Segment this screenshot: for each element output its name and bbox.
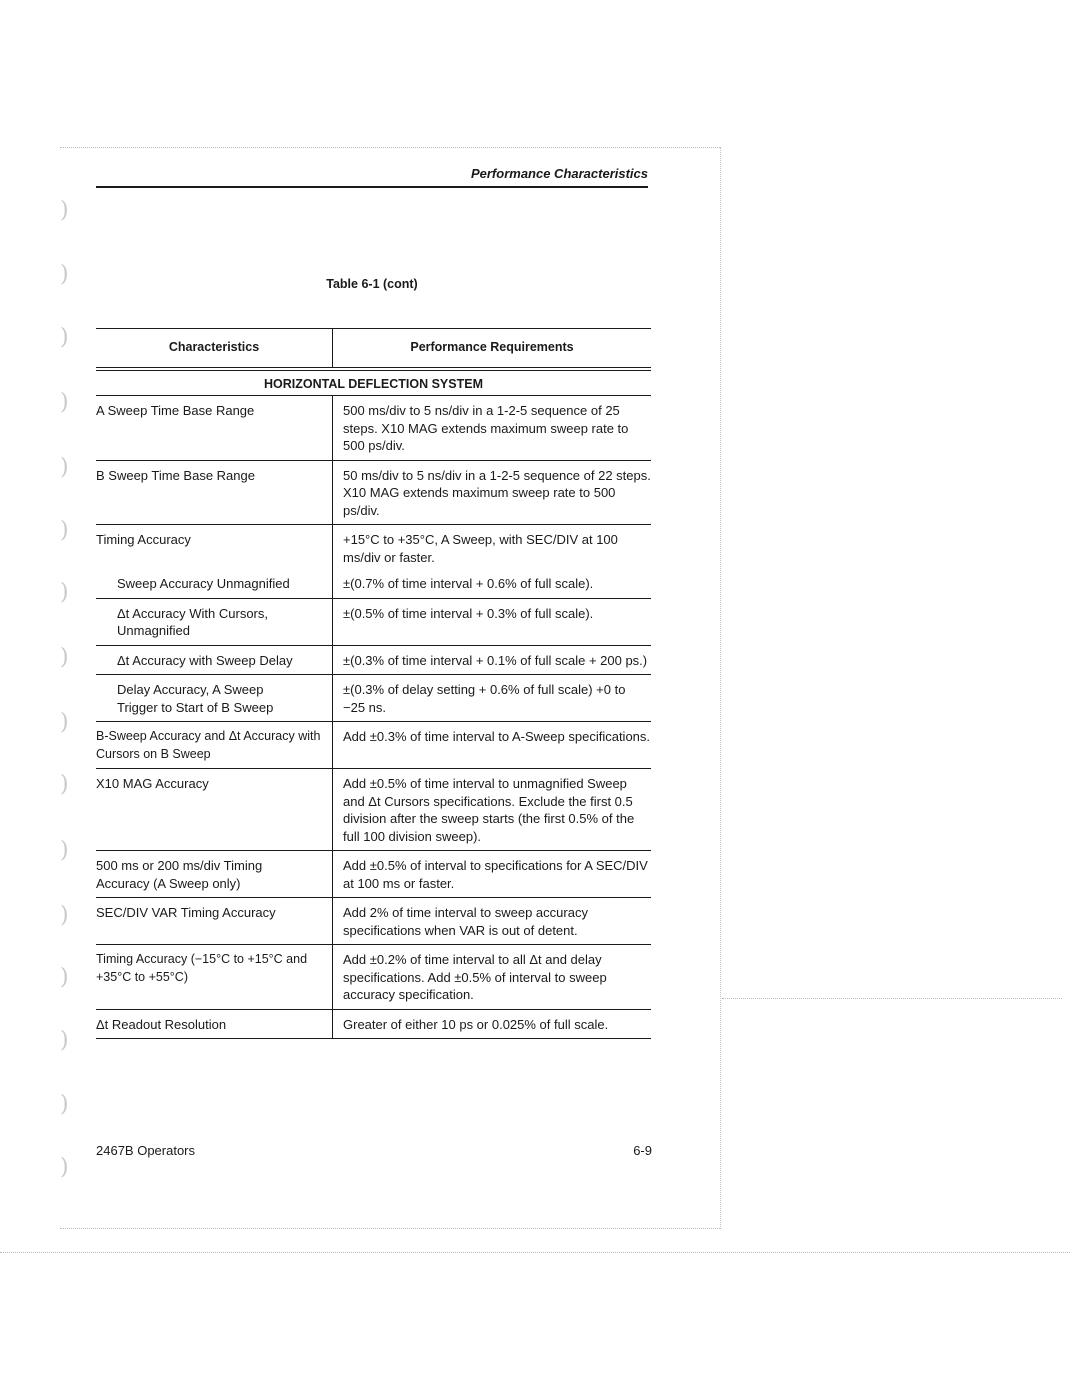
table-row <box>96 769 651 851</box>
footer-manual-title: 2467B Operators <box>96 1143 196 1158</box>
table-header-row <box>96 328 651 367</box>
table-row <box>96 851 651 898</box>
binder-hole-12: ) <box>60 903 69 928</box>
table-row <box>96 599 651 646</box>
requirement-cell: 50 ms/div to 5 ns/div in a 1-2-5 sequence of 22 steps. X10 MAG extends maximum sweep rate to 500 ps/div. <box>332 461 651 525</box>
binder-hole-13: ) <box>60 965 69 990</box>
header-performance-requirements: Performance Requirements <box>332 329 651 367</box>
binder-hole-7: ) <box>60 580 69 605</box>
table-row <box>96 525 651 569</box>
scan-edge-top <box>60 147 720 148</box>
table-caption: Table 6-1 (cont) <box>326 277 418 291</box>
characteristic-cell: 500 ms or 200 ms/div Timing Accuracy (A Sweep only) <box>96 858 263 891</box>
scan-edge-bottom <box>0 1252 1070 1253</box>
table-row <box>96 722 651 769</box>
table-row <box>96 646 651 676</box>
binder-hole-3: ) <box>60 325 69 350</box>
characteristic-cell: Δt Accuracy With Cursors, Unmagnified <box>117 605 268 638</box>
header-characteristics: Characteristics <box>168 340 260 354</box>
requirement-cell: +15°C to +35°C, A Sweep, with SEC/DIV at 100 ms/div or faster. <box>332 525 651 569</box>
characteristic-cell: Timing Accuracy (−15°C to +15°C and +35°C to +55°C) <box>96 952 308 984</box>
scan-edge-right <box>720 147 721 1229</box>
characteristic-cell: X10 MAG Accuracy <box>96 776 209 791</box>
requirement-cell: Greater of either 10 ps or 0.025% of full scale. <box>332 1010 651 1039</box>
table-row <box>96 1010 651 1040</box>
binder-hole-11: ) <box>60 838 69 863</box>
requirement-cell: 500 ms/div to 5 ns/div in a 1-2-5 sequence of 25 steps. X10 MAG extends maximum sweep rate to 500 ps/div. <box>332 396 651 460</box>
spec-table <box>96 328 651 1039</box>
binder-hole-8: ) <box>60 645 69 670</box>
table-row <box>96 675 651 722</box>
binder-hole-4: ) <box>60 390 69 415</box>
characteristic-cell: Δt Accuracy with Sweep Delay <box>117 652 293 668</box>
requirement-cell: Add ±0.2% of time interval to all Δt and delay specifications. Add ±0.5% of interval to sweep accuracy specification. <box>332 945 651 1009</box>
characteristic-cell: Δt Readout Resolution <box>96 1016 227 1032</box>
table-row <box>96 461 651 526</box>
footer-page-number: 6-9 <box>633 1143 652 1158</box>
section-heading: HORIZONTAL DEFLECTION SYSTEM <box>96 371 651 396</box>
table-row <box>96 396 651 461</box>
binder-hole-6: ) <box>60 518 69 543</box>
binder-hole-9: ) <box>60 710 69 735</box>
binder-hole-14: ) <box>60 1028 69 1053</box>
characteristic-cell: B-Sweep Accuracy and Δt Accuracy with Cursors on B Sweep <box>96 729 321 761</box>
requirement-cell: Add 2% of time interval to sweep accuracy specifications when VAR is out of detent. <box>332 898 651 944</box>
characteristic-cell: B Sweep Time Base Range <box>96 467 255 483</box>
requirement-cell: ±(0.3% of delay setting + 0.6% of full scale) +0 to −25 ns. <box>332 675 651 721</box>
table-row <box>96 898 651 945</box>
binder-hole-2: ) <box>60 262 69 287</box>
scan-edge-side <box>722 998 1062 999</box>
requirement-cell: ±(0.3% of time interval + 0.1% of full scale + 200 ps.) <box>332 646 651 675</box>
binder-hole-1: ) <box>60 198 69 223</box>
characteristic-cell: Delay Accuracy, A Sweep Trigger to Start of B Sweep <box>117 682 274 715</box>
table-row <box>96 569 651 599</box>
table-row <box>96 945 651 1010</box>
binder-hole-5: ) <box>60 455 69 480</box>
requirement-cell: ±(0.7% of time interval + 0.6% of full scale). <box>332 569 651 598</box>
characteristic-cell: Timing Accuracy <box>96 532 191 547</box>
requirement-cell: ±(0.5% of time interval + 0.3% of full scale). <box>332 599 651 645</box>
requirement-cell: Add ±0.3% of time interval to A-Sweep specifications. <box>332 722 651 768</box>
characteristic-cell: A Sweep Time Base Range <box>96 403 255 418</box>
scan-edge-inner-bottom <box>60 1228 720 1229</box>
characteristic-cell: SEC/DIV VAR Timing Accuracy <box>96 905 276 920</box>
characteristic-cell: Sweep Accuracy Unmagnified <box>117 576 290 591</box>
requirement-cell: Add ±0.5% of interval to specifications for A SEC/DIV at 100 ms or faster. <box>332 851 651 897</box>
running-head: Performance Characteristics <box>470 166 648 181</box>
binder-hole-10: ) <box>60 772 69 797</box>
requirement-cell: Add ±0.5% of time interval to unmagnified Sweep and Δt Cursors specifications. Exclude the first 0.5 division after the sweep starts (the first 0.5% of the full 100 division sweep). <box>332 769 651 850</box>
running-head-rule <box>96 186 648 188</box>
binder-hole-16: ) <box>60 1155 69 1180</box>
binder-hole-15: ) <box>60 1092 69 1117</box>
